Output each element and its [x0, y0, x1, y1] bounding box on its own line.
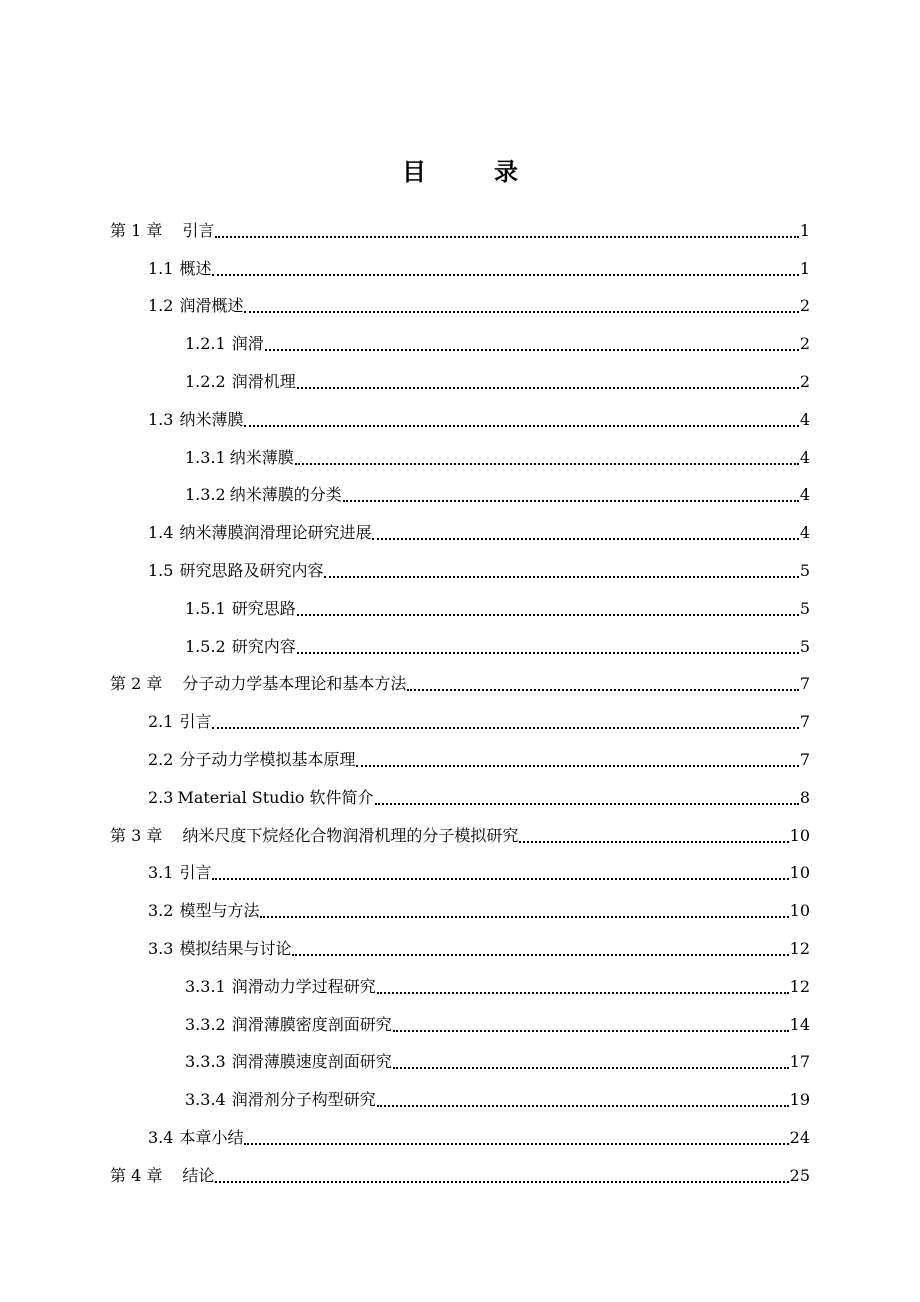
dot-leader [297, 614, 799, 616]
toc-entry-number: 3.4 [148, 1128, 174, 1148]
dot-leader [295, 463, 799, 465]
toc-entry[interactable] [110, 325, 810, 363]
toc-entry-label [185, 1015, 392, 1035]
toc-entry-text: 本章小结 [179, 1128, 244, 1148]
toc-entry-label [185, 599, 296, 619]
toc-entry-label [148, 410, 243, 430]
toc-entry[interactable] [110, 741, 810, 779]
dot-leader [297, 652, 799, 654]
toc-page-number: 5 [799, 598, 810, 618]
toc-entry-text: 引言 [182, 220, 215, 240]
toc-entry-number: 2.1 [148, 712, 174, 732]
toc-entry[interactable] [110, 855, 810, 893]
dot-leader [519, 841, 788, 843]
toc-entry-number: 1.3 [148, 409, 174, 429]
toc-entry-text: 概述 [179, 258, 212, 278]
toc-entry-text: 润滑动力学过程研究 [231, 976, 376, 996]
toc-entry-text: 研究内容 [231, 636, 296, 656]
toc-entry-label [185, 1090, 376, 1110]
dot-leader [215, 236, 798, 238]
dot-leader [212, 878, 788, 880]
toc-entry-label [148, 1128, 243, 1148]
toc-entry-label [148, 561, 323, 581]
toc-entry-label [148, 712, 211, 732]
toc-entry-text: 研究思路 [231, 598, 296, 618]
toc-page-number: 4 [799, 409, 810, 429]
toc-entry[interactable] [110, 477, 810, 515]
toc-page-number: 12 [789, 939, 810, 959]
toc-entry-label [185, 372, 296, 392]
toc-entry-label [185, 977, 376, 997]
toc-entry-label [110, 674, 406, 694]
toc-entry-number: 1.2.1 [185, 334, 226, 354]
toc-entry-number: 3.3.3 [185, 1052, 226, 1072]
dot-leader [407, 689, 798, 691]
dot-leader [375, 803, 799, 805]
toc-entry-number: 第 2 章 [110, 674, 163, 694]
toc-entry-number: 2.2 [148, 750, 174, 770]
toc-entry-label [148, 901, 259, 921]
toc-entry-label [110, 221, 214, 241]
toc-page-number: 25 [789, 1165, 810, 1185]
toc-page-number: 10 [789, 825, 810, 845]
toc-page-number: 2 [799, 334, 810, 354]
toc-entry-text: 引言 [179, 863, 212, 883]
page-title: 目 录 [402, 158, 540, 186]
toc-entry-label [148, 523, 371, 543]
toc-page-number: 7 [799, 712, 810, 732]
toc-entry[interactable] [110, 1081, 810, 1119]
toc-entry-number: 第 3 章 [110, 825, 163, 845]
toc-page-number: 4 [799, 447, 810, 467]
toc-entry-text: 润滑 [231, 334, 264, 354]
toc-entry-text: 润滑剂分子构型研究 [231, 1090, 376, 1110]
toc-entry-text: 模拟结果与讨论 [179, 939, 292, 959]
toc-entry-text: 纳米薄膜润滑理论研究进展 [179, 523, 372, 543]
toc-entry-label [148, 259, 211, 279]
dot-leader [212, 274, 798, 276]
toc-entry-label [110, 826, 518, 846]
toc-entry-number: 3.2 [148, 901, 174, 921]
toc-entry[interactable] [110, 628, 810, 666]
toc-entry-number: 1.2.2 [185, 372, 226, 392]
toc-entry[interactable] [110, 401, 810, 439]
toc-entry[interactable] [110, 703, 810, 741]
toc-entry[interactable] [110, 779, 810, 817]
toc-entry-text: 润滑机理 [231, 372, 296, 392]
toc-page-number: 19 [789, 1090, 810, 1110]
toc-entry-number: 1.5 [148, 561, 174, 581]
toc-page-number: 5 [799, 561, 810, 581]
toc-page-number: 10 [789, 863, 810, 883]
toc-entry[interactable] [110, 930, 810, 968]
toc-entry-number: 3.3 [148, 939, 174, 959]
toc-entry-label [185, 1052, 392, 1072]
toc-page-number: 10 [789, 901, 810, 921]
dot-leader [393, 1067, 789, 1069]
toc-entry-text: 结论 [182, 1165, 215, 1185]
toc-entry-text: 模型与方法 [179, 901, 260, 921]
toc-entry[interactable] [110, 288, 810, 326]
toc-entry-number: 1.5.1 [185, 598, 226, 618]
toc-page-number: 4 [799, 523, 810, 543]
toc-entry-text: Material Studio 软件简介 [177, 787, 374, 807]
toc-entry-label [148, 788, 374, 808]
dot-leader [343, 500, 799, 502]
toc-page-number: 2 [799, 296, 810, 316]
dot-leader [244, 311, 798, 313]
toc-entry-number: 2.3 [148, 787, 174, 807]
toc-entry[interactable] [110, 250, 810, 288]
dot-leader [377, 1105, 789, 1107]
toc-entry-number: 1.4 [148, 523, 174, 543]
toc-entry-label [185, 334, 264, 354]
toc-page-number: 17 [789, 1052, 810, 1072]
toc-entry-label [148, 863, 211, 883]
toc-entry-label [185, 485, 342, 505]
toc-entry-text: 纳米尺度下烷烃化合物润滑机理的分子模拟研究 [182, 825, 519, 845]
toc-page-number: 5 [799, 636, 810, 656]
toc-entry[interactable] [110, 439, 810, 477]
dot-leader [393, 1030, 789, 1032]
toc-entry[interactable] [110, 1119, 810, 1157]
toc-entry-label [148, 750, 355, 770]
toc-entry-text: 润滑薄膜密度剖面研究 [231, 1014, 392, 1034]
toc-entry[interactable] [110, 212, 810, 250]
toc-entry[interactable] [110, 1006, 810, 1044]
dot-leader [377, 992, 789, 994]
toc-entry[interactable] [110, 968, 810, 1006]
toc-page-number: 14 [789, 1014, 810, 1034]
toc-entry[interactable] [110, 1157, 810, 1195]
toc-entry-text: 分子动力学基本理论和基本方法 [182, 674, 407, 694]
toc-entry[interactable] [110, 666, 810, 704]
toc-entry-text: 研究思路及研究内容 [179, 561, 324, 581]
dot-leader [260, 916, 788, 918]
dot-leader [297, 387, 799, 389]
toc-entry[interactable] [110, 514, 810, 552]
toc-entry[interactable] [110, 552, 810, 590]
toc-page-number: 7 [799, 750, 810, 770]
dot-leader [265, 349, 799, 351]
toc-entry-number: 3.3.1 [185, 976, 226, 996]
toc-entry-number: 1.2 [148, 296, 174, 316]
toc-page-number: 2 [799, 372, 810, 392]
dot-leader [215, 1181, 788, 1183]
toc-page-number: 24 [789, 1128, 810, 1148]
toc-entry-label [185, 448, 294, 468]
toc-page-number: 1 [799, 220, 810, 240]
toc-entry-text: 纳米薄膜 [229, 447, 294, 467]
toc-entry-text: 分子动力学模拟基本原理 [179, 750, 356, 770]
dot-leader [324, 576, 798, 578]
toc-entry-label [148, 296, 243, 316]
toc-entry-number: 1.3.2 [185, 485, 226, 505]
dot-leader [244, 425, 798, 427]
toc-entry-text: 润滑薄膜速度剖面研究 [231, 1052, 392, 1072]
toc-entry-number: 3.3.2 [185, 1014, 226, 1034]
toc-page-number: 12 [789, 976, 810, 996]
dot-leader [212, 727, 798, 729]
toc-entry[interactable] [110, 817, 810, 855]
toc-entry-number: 第 4 章 [110, 1165, 163, 1185]
toc-entry-text: 纳米薄膜 [179, 409, 244, 429]
toc-entry-number: 3.3.4 [185, 1090, 226, 1110]
toc-entry-text: 润滑概述 [179, 296, 244, 316]
toc-entry-number: 1.1 [148, 258, 174, 278]
table-of-contents [110, 212, 810, 1195]
toc-entry-number: 1.5.2 [185, 636, 226, 656]
toc-page-number: 1 [799, 258, 810, 278]
toc-entry[interactable] [110, 363, 810, 401]
toc-entry-label [110, 1166, 214, 1186]
toc-entry[interactable] [110, 1044, 810, 1082]
dot-leader [372, 538, 798, 540]
dot-leader [244, 1143, 788, 1145]
dot-leader [356, 765, 798, 767]
toc-entry-number: 1.3.1 [185, 447, 226, 467]
dot-leader [292, 954, 788, 956]
toc-page-number: 4 [799, 485, 810, 505]
toc-page-number: 8 [799, 787, 810, 807]
toc-entry[interactable] [110, 590, 810, 628]
toc-entry-text: 纳米薄膜的分类 [229, 485, 342, 505]
toc-entry[interactable] [110, 892, 810, 930]
toc-entry-text: 引言 [179, 712, 212, 732]
toc-page-number: 7 [799, 674, 810, 694]
toc-entry-number: 第 1 章 [110, 220, 163, 240]
toc-entry-label [148, 939, 291, 959]
toc-entry-label [185, 637, 296, 657]
toc-entry-number: 3.1 [148, 863, 174, 883]
